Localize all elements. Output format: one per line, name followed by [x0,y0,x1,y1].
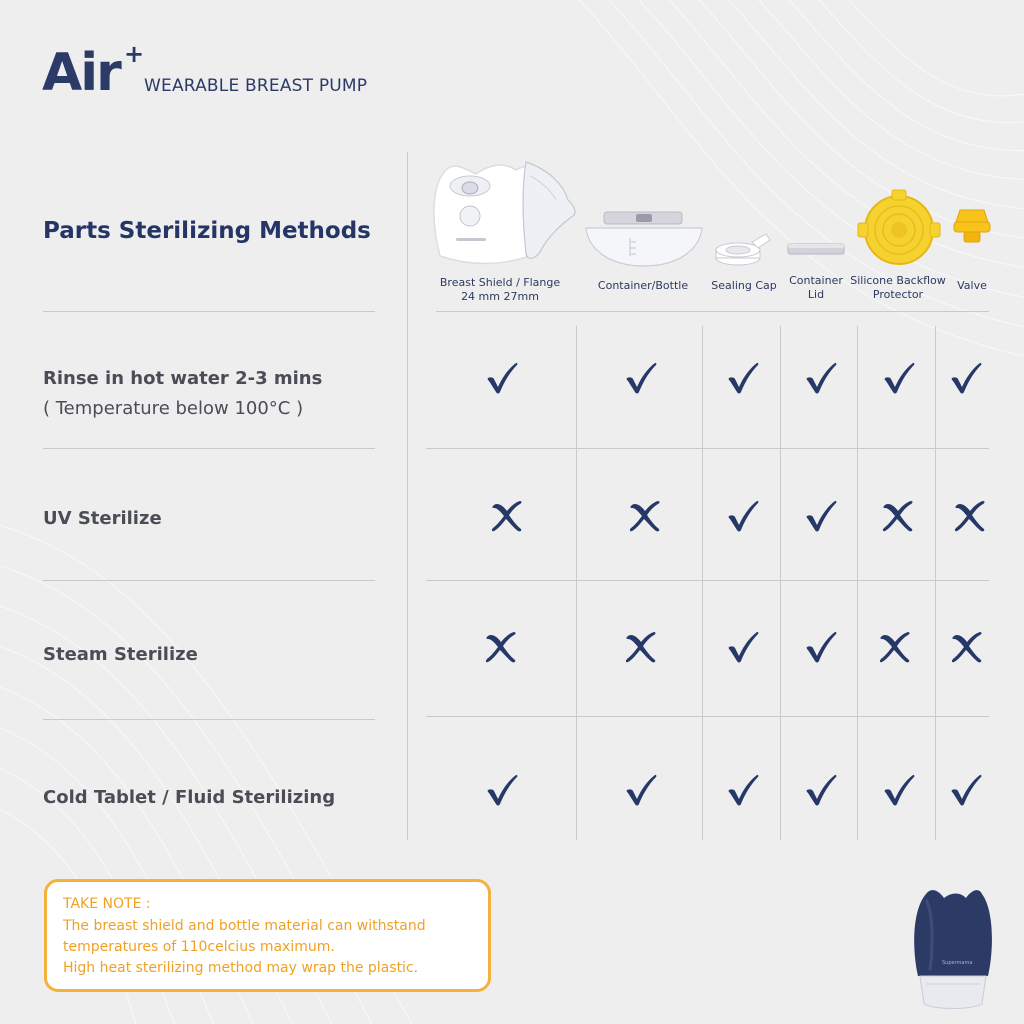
grid-vline-0 [576,326,577,840]
valve-image [952,206,992,244]
part-label-backflow-protector: Silicone Backflow Protector [850,274,946,301]
product-brand-label: Supermama [942,960,973,966]
check-icon [725,360,761,396]
cross-icon [488,498,524,534]
cross-icon [482,629,518,665]
section-title: Parts Sterilizing Methods [43,218,371,244]
row-label-uv: UV Sterilize [43,508,162,529]
cross-icon [879,498,915,534]
air-plus-logo [42,40,145,103]
part-label-container-bottle: Container/Bottle [597,279,689,292]
grid-vline-2 [780,326,781,840]
check-icon [725,629,761,665]
check-icon [623,772,659,808]
note-line-3: High heat sterilizing method may wrap the plastic. [63,960,419,976]
brand-subtitle: WEARABLE BREAST PUMP [144,76,368,96]
grid-hline-2 [426,580,989,581]
grid-vline-1 [702,326,703,840]
cross-icon [951,498,987,534]
row-label-steam: Steam Sterilize [43,644,198,665]
check-icon [803,360,839,396]
take-note-box [44,879,491,992]
column-divider [407,152,408,840]
cross-icon [622,629,658,665]
container-bottle-image [584,208,704,268]
check-icon [881,360,917,396]
cross-icon [876,629,912,665]
check-icon [948,360,984,396]
cross-icon [948,629,984,665]
check-icon [623,360,659,396]
row-sublabel-rinse: ( Temperature below 100°C ) [43,398,304,419]
check-icon [803,772,839,808]
row-label-cold: Cold Tablet / Fluid Sterilizing [43,787,336,808]
row-label-rinse: Rinse in hot water 2-3 mins ( Temperature below 100°C ) [43,364,322,424]
part-label-valve: Valve [957,279,987,292]
silicone-backflow-protector-image [858,190,940,270]
note-title: TAKE NOTE : [63,896,151,912]
divider-left-0 [43,311,375,312]
divider-left-1 [43,448,375,449]
grid-hline-3 [426,716,989,717]
part-label-breast-shield: Breast Shield / Flange 24 mm 27mm [439,276,561,303]
cross-icon [626,498,662,534]
check-icon [948,772,984,808]
grid-hline-1 [426,448,989,449]
divider-left-2 [43,580,375,581]
part-label-container-lid: Container Lid [789,274,843,301]
check-icon [803,498,839,534]
grid-vline-4 [935,326,936,840]
grid-vline-3 [857,326,858,840]
logo-text: Air [42,43,120,103]
breast-pump-product-image [912,880,994,1010]
check-icon [725,498,761,534]
note-line-1: The breast shield and bottle material can withstand [63,918,426,934]
container-lid-image [784,238,848,262]
part-label-sealing-cap: Sealing Cap [711,279,777,292]
breast-shield-image [430,156,580,268]
note-line-2: temperatures of 110celcius maximum. [63,939,335,955]
divider-left-3 [43,719,375,720]
check-icon [484,360,520,396]
check-icon [484,772,520,808]
check-icon [881,772,917,808]
sealing-cap-image [712,228,772,268]
check-icon [725,772,761,808]
check-icon [803,629,839,665]
grid-hline-0 [436,311,989,312]
logo-plus: + [124,40,145,68]
